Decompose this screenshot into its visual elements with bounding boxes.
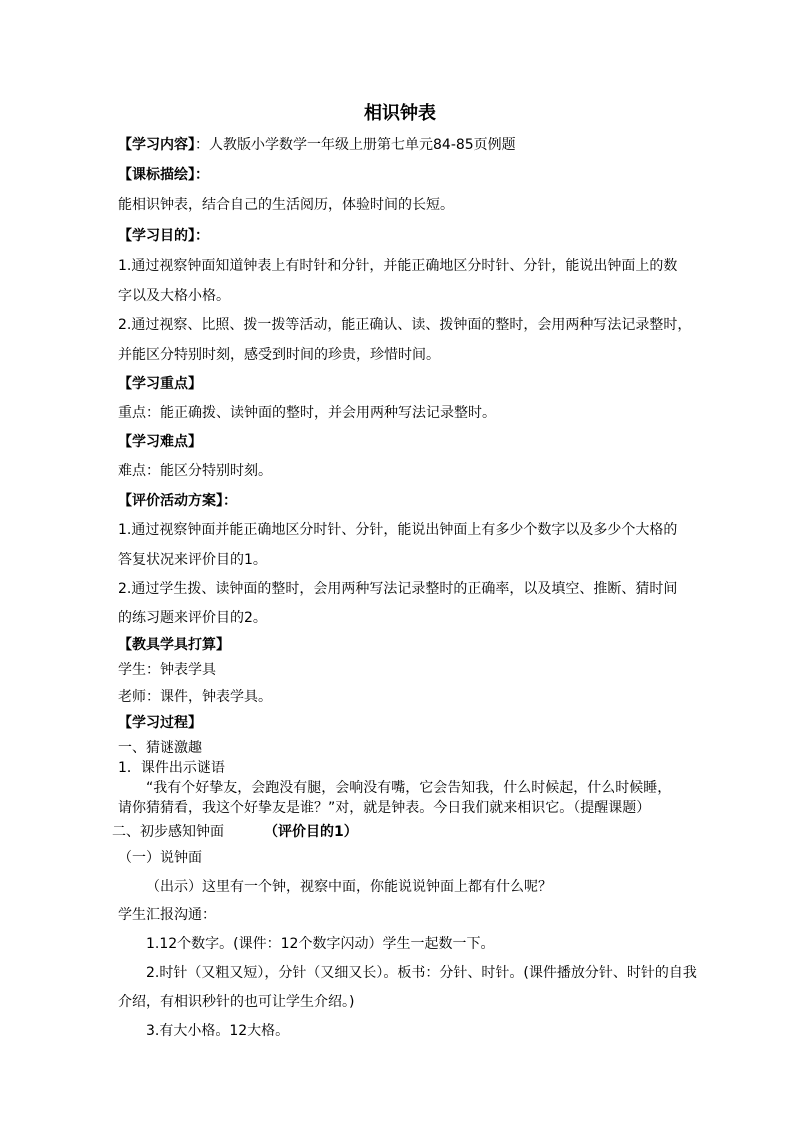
content-label: 【学习内容】 [118,137,195,153]
goal-2-line-1: 2.通过视察、比照、拨一拨等活动，能正确认、读、拨钟面的整时，会用两种写法记录整时， [118,317,692,333]
evaluation-2-line-1: 2.通过学生拨、读钟面的整时，会用两种写法记录整时的正确率，以及填空、推断、猜时间 [118,581,678,597]
evaluation-1-line-1: 1.通过视察钟面并能正确地区分时针、分针，能说出钟面上有多少个数字以及多少个大格的 [118,522,678,538]
goals-heading [118,227,209,245]
show-text: （出示）这里有一个钟，视察中面，你能说说钟面上都有什么呢？ [146,879,552,895]
content-text: ：人教版小学数学一年级上册第七单元84-85页例题 [195,137,516,153]
content-line [118,136,516,154]
evaluation-1-line-2: 答复状况来评价目的1。 [118,552,267,568]
tools-teacher: 老师：课件，钟表学具。 [118,689,272,705]
key-text: 重点：能正确拨、读钟面的整时，并会用两种写法记录整时。 [118,405,496,421]
key-heading: 【学习重点】 [118,376,202,392]
evaluation-label: 【评价活动方案】 [118,493,223,509]
difficulty-heading: 【学习难点】 [118,434,202,450]
standard-label: 【课标描绘】 [118,167,195,183]
section-2-heading: 二、初步感知钟面 [112,824,224,840]
section-2-heading-line [112,823,358,841]
subsection-1-heading: （一）说钟面 [118,850,202,866]
section-2-eval: （评价目的1） [264,824,358,840]
goal-1-line-1: 1.通过视察钟面知道钟表上有时针和分针，并能正确地区分时针、分针，能说出钟面上的数 [118,258,678,274]
standard-heading [118,166,209,184]
standard-text: 能相识钟表，结合自己的生活阅历，体验时间的长短。 [118,197,454,213]
section-1-item: 1．课件出示谜语 [118,760,225,776]
report-item-1: 1.12个数字。(课件：12个数字闪动）学生一起数一下。 [146,936,495,952]
riddle-line-2: 请你猜猜看，我这个好挚友是谁？”对，就是钟表。今日我们就来相识它。（提醒课题） [118,800,651,816]
report-heading: 学生汇报沟通： [118,907,216,923]
report-item-3: 3.有大小格。12大格。 [146,1023,290,1039]
goals-label: 【学习目的】 [118,228,195,244]
evaluation-colon: ： [223,493,237,509]
evaluation-2-line-2: 的练习题来评价目的2。 [118,610,267,626]
evaluation-heading [118,492,237,510]
report-item-2-line-2: 介绍，有相识秒针的也可让学生介绍。) [118,994,355,1010]
goal-2-line-2: 并能区分特别时刻，感受到时间的珍贵，珍惜时间。 [118,347,440,363]
goals-colon: ： [195,228,209,244]
tools-student: 学生：钟表学具 [118,662,216,678]
tools-heading: 【教具学具打算】 [118,637,230,653]
report-item-2-line-1: 2.时针（又粗又短），分针（又细又长）。板书：分针、时针。(课件播放分针、时针的自我 [146,965,697,981]
goal-1-line-2: 字以及大格小格。 [118,288,230,304]
difficulty-text: 难点：能区分特别时刻。 [118,463,272,479]
page-title: 相识钟表 [364,103,436,124]
section-1-heading: 一、猜谜激趣 [118,740,202,756]
standard-colon: ： [195,167,209,183]
riddle-line-1: “我有个好挚友，会跑没有腿，会响没有嘴，它会告知我，什么时候起，什么时候睡， [146,780,672,796]
process-heading: 【学习过程】 [118,715,202,731]
